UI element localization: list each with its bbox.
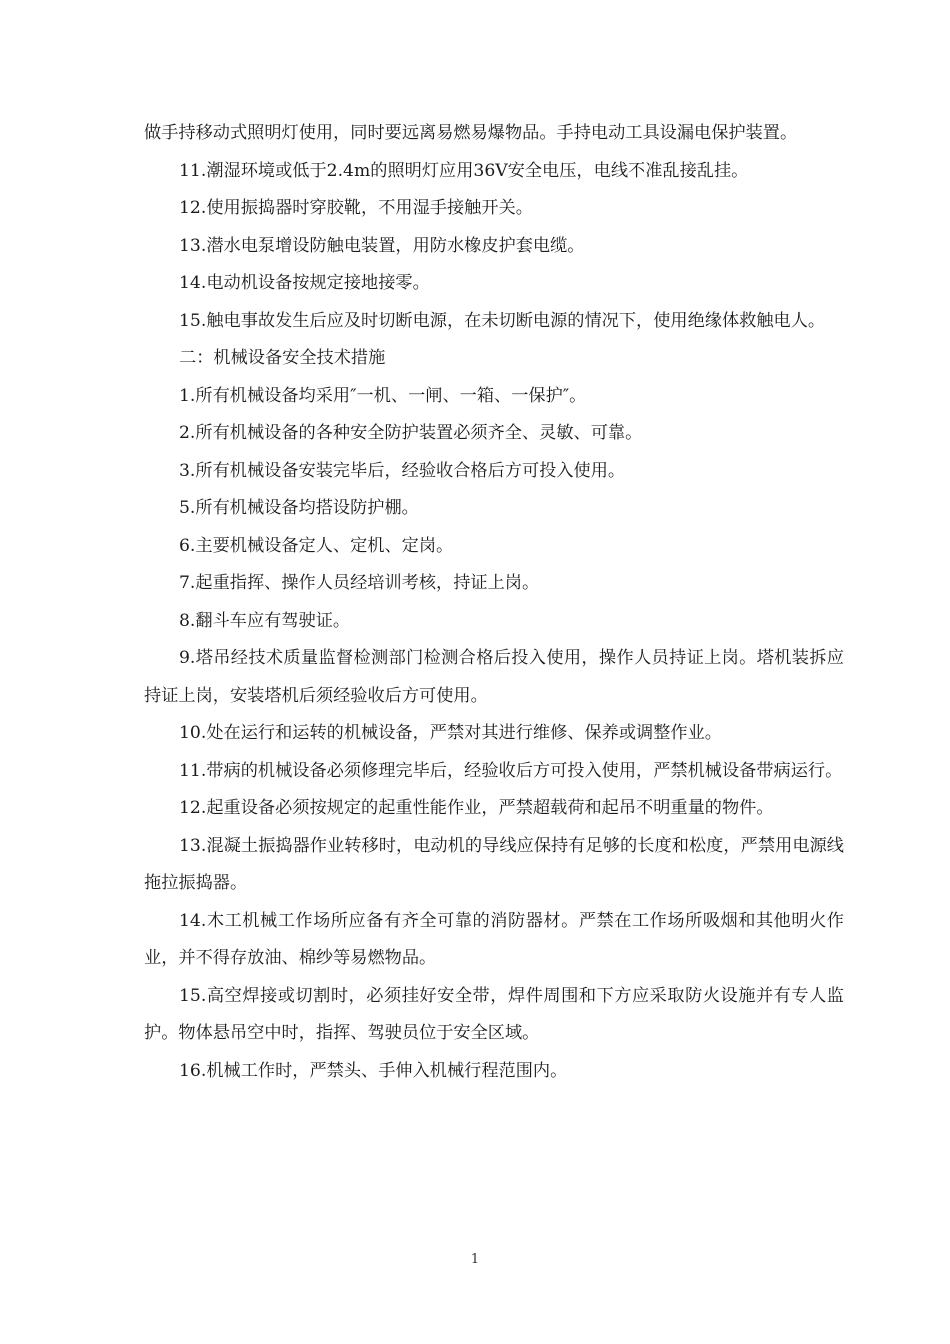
section-heading: 二：机械设备安全技术措施	[179, 348, 386, 368]
paragraph: 12.起重设备必须按规定的起重性能作业，严禁超载荷和起吊不明重量的物件。	[179, 798, 774, 818]
paragraph: 做手持移动式照明灯使用，同时要远离易燃易爆物品。手持电动工具设漏电保护装置。	[144, 123, 798, 143]
paragraph: 15.触电事故发生后应及时切断电源，在未切断电源的情况下，使用绝缘体救触电人。	[179, 310, 826, 331]
document-page	[144, 115, 844, 1090]
paragraph: 1.所有机械设备均采用″一机、一闸、一箱、一保护″。	[179, 385, 587, 406]
paragraph: 9.塔吊经技术质量监督检测部门检测合格后投入使用，操作人员持证上岗。塔机装拆应持证上岗，安装塔机后须经验收后方可使用。	[144, 648, 844, 706]
paragraph: 10.处在运行和运转的机械设备，严禁对其进行维修、保养或调整作业。	[179, 723, 722, 743]
paragraph: 13.潜水电泵增设防触电装置，用防水橡皮护套电缆。	[179, 235, 585, 256]
paragraph: 5.所有机械设备均搭设防护棚。	[179, 498, 419, 518]
paragraph: 2.所有机械设备的各种安全防护装置必须齐全、灵敏、可靠。	[179, 423, 643, 443]
paragraph: 7.起重指挥、操作人员经培训考核，持证上岗。	[179, 573, 540, 593]
paragraph: 3.所有机械设备安装完毕后，经验收合格后方可投入使用。	[179, 460, 626, 481]
page-number: 1	[470, 1252, 480, 1267]
paragraph: 11.带病的机械设备必须修理完毕后，经验收后方可投入使用，严禁机械设备带病运行。	[179, 760, 843, 781]
paragraph: 14.电动机设备按规定接地接零。	[179, 273, 430, 293]
paragraph: 8.翻斗车应有驾驶证。	[179, 610, 351, 631]
paragraph: 16.机械工作时，严禁头、手伸入机械行程范围内。	[179, 1060, 568, 1081]
paragraph: 14.木工机械工作场所应备有齐全可靠的消防器材。严禁在工作场所吸烟和其他明火作业，并不得存放油、棉纱等易燃物品。	[144, 910, 844, 968]
paragraph: 11.潮湿环境或低于2.4m的照明灯应用36V安全电压，电线不准乱接乱挂。	[179, 160, 749, 181]
paragraph: 12.使用振捣器时穿胶靴，不用湿手接触开关。	[179, 198, 533, 218]
paragraph: 15.高空焊接或切割时，必须挂好安全带，焊件周围和下方应采取防火设施并有专人监护。物体悬吊空中时，指挥、驾驶员位于安全区域。	[144, 985, 844, 1043]
paragraph: 6.主要机械设备定人、定机、定岗。	[179, 535, 454, 556]
paragraph: 13.混凝土振捣器作业转移时，电动机的导线应保持有足够的长度和松度，严禁用电源线拖拉振捣器。	[144, 835, 844, 893]
